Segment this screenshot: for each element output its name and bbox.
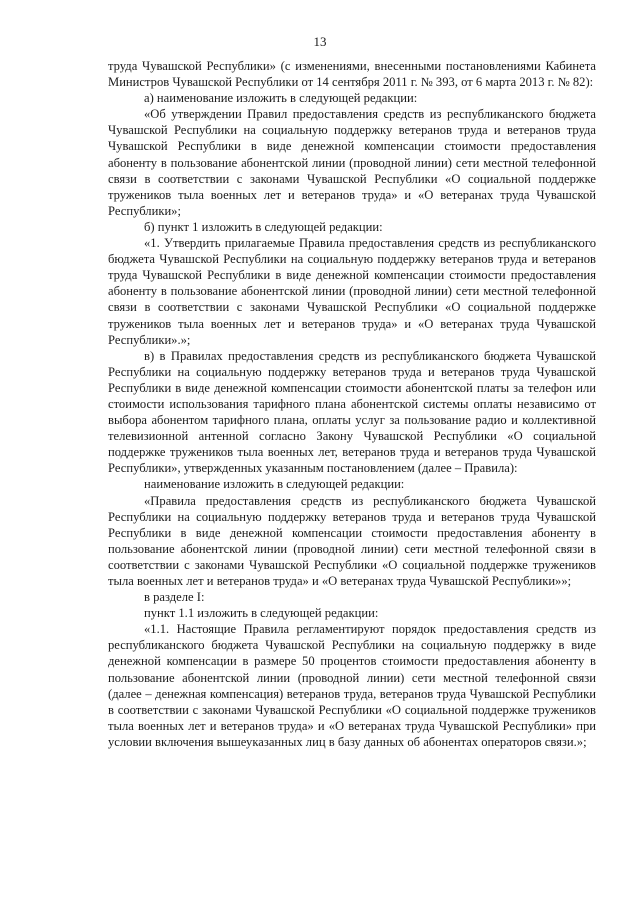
- paragraph-point-1-1-intro: пункт 1.1 изложить в следующей редакции:: [144, 606, 379, 621]
- paragraph-section-i: в разделе I:: [144, 590, 205, 605]
- paragraph-rules-title: «Правила предоставления средств из республиканского бюджета Чувашской Республики на социальную поддержку ветеранов труда и ветеранов труда Чувашской Республики в виде денежной компенсации стоимости предоставления абоненту в пользование абонентской линии (проводной линии) сети местной телефонной связи в соответствии с законами Чувашской Республики «О социальной поддержке тружеников тыла военных лет и ветеранов труда» и «О ветеранах труда Чувашской Республики»»;: [108, 493, 596, 588]
- paragraph-new-title: «Об утверждении Правил предоставления средств из республиканского бюджета Чувашской Республики на социальную поддержку ветеранов труда и ветеранов труда Чувашской Республики в виде денежной компенсации стоимости предоставления абоненту в пользование абонентской линии (проводной линии) сети местной телефонной связи в соответствии с законами Чувашской Республики «О социальной поддержке тружеников тыла военных лет и ветеранов труда» и «О ветеранах труда Чувашской Республики»;: [108, 107, 596, 218]
- document-body: [108, 58, 596, 750]
- paragraph-item-a: а) наименование изложить в следующей редакции:: [144, 91, 418, 106]
- paragraph-rename: наименование изложить в следующей редакции:: [144, 477, 405, 492]
- paragraph-amendment-reference: труда Чувашской Республики» (с изменениями, внесенными постановлениями Кабинета Министров Чувашской Республики от 14 сентября 2011 г. № 393, от 6 марта 2013 г. № 82):: [108, 59, 596, 90]
- paragraph-point-1: «1. Утвердить прилагаемые Правила предоставления средств из республиканского бюджета Чувашской Республики на социальную поддержку ветеранов труда и ветеранов труда Чувашской Республики в виде денежной компенсации стоимости предоставления абоненту в пользование абонентской линии (проводной линии) сети местной телефонной связи в соответствии с законами Чувашской Республики «О социальной поддержке тружеников тыла военных лет и ветеранов труда» и «О ветеранах труда Чувашской Республики».»;: [108, 236, 596, 347]
- paragraph-item-b: б) пункт 1 изложить в следующей редакции:: [144, 219, 383, 234]
- page-number: 13: [313, 34, 327, 49]
- paragraph-item-v: в) в Правилах предоставления средств из республиканского бюджета Чувашской Республики на социальную поддержку ветеранов труда и ветеранов труда Чувашской Республики в виде денежной компенсации стоимости абонентской платы за телефон или стоимости использования тарифного плана абонентской системы оплаты независимо от выбора абонентом тарифного плана, оплаты услуг за пользование радио и коллективной телевизионной антенной согласно Закону Чувашской Республики «О социальной поддержке тружеников тыла военных лет, ветеранов труда и ветеранов труда Чувашской Республики», утвержденных указанным постановлением (далее – Правила):: [108, 348, 596, 476]
- paragraph-point-1-1: «1.1. Настоящие Правила регламентируют порядок предоставления средств из республиканского бюджета Чувашской Республики на социальную поддержку в виде денежной компенсации в размере 50 процентов стоимости предоставления абоненту в пользование абонентской линии (проводной линии) сети местной телефонной связи (далее – денежная компенсация) ветеранов труда, ветеранов труда Чувашской Республики в соответствии с законами Чувашской Республики «О социальной поддержке тружеников тыла военных лет и ветеранов труда» и «О ветеранах труда Чувашской Республики» при условии включения вышеуказанных лиц в базу данных об абонентах операторов связи.»;: [108, 622, 596, 749]
